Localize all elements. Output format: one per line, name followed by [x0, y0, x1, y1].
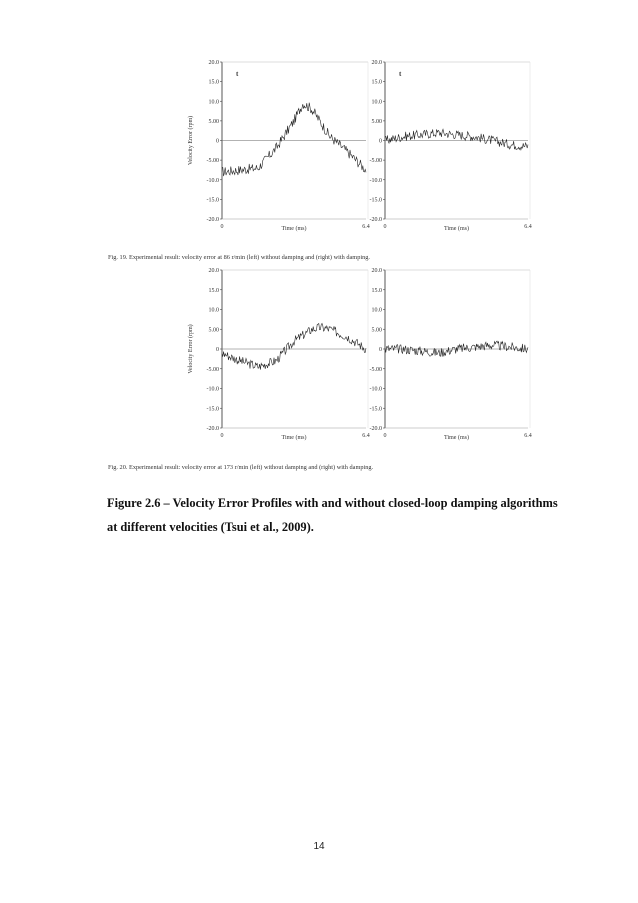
y-tick-label: 10.0: [371, 99, 382, 106]
figure-caption-line-1: Figure 2.6 – Velocity Error Profiles with and without closed-loop damping algorithms: [107, 496, 558, 510]
y-tick-label: -10.0: [369, 177, 382, 184]
fig20-caption: Fig. 20. Experimental result: velocity error at 173 r/min (left) without damping and (right) with damping.: [108, 464, 374, 471]
x-tick-label: 6.4: [524, 224, 532, 230]
y-axis-label: Velocity Error (rpm): [188, 324, 194, 374]
page-number: 14: [313, 841, 325, 852]
y-tick-label: 5.00: [208, 327, 219, 334]
y-tick-label: 0: [379, 347, 382, 353]
series-line: [222, 323, 366, 369]
y-tick-label: 15.0: [371, 287, 382, 294]
y-tick-label: -10.0: [206, 177, 219, 184]
y-tick-label: 5.00: [371, 118, 382, 125]
series-line: [222, 103, 366, 176]
x-tick-label: 0: [383, 433, 387, 439]
y-tick-label: 15.0: [208, 287, 219, 294]
y-tick-label: 20.0: [371, 268, 382, 274]
y-tick-label: -20.0: [206, 217, 219, 223]
y-tick-label: -20.0: [206, 426, 219, 432]
y-tick-label: 15.0: [371, 79, 382, 86]
y-tick-label: -5.00: [369, 366, 382, 373]
figure-caption-line-2: at different velocities (Tsui et al., 2009).: [107, 520, 314, 534]
y-tick-label: 20.0: [371, 60, 382, 66]
x-tick-label: 0: [220, 224, 224, 230]
y-tick-label: -15.0: [369, 197, 382, 204]
y-tick-label: 5.00: [208, 118, 219, 125]
x-tick-label: 6.4: [362, 433, 370, 439]
x-axis-label: Time (ms): [281, 226, 307, 232]
y-tick-label: 10.0: [371, 307, 382, 314]
y-tick-label: 10.0: [208, 99, 219, 106]
x-axis-label: Time (ms): [444, 435, 469, 441]
y-tick-label: -20.0: [369, 217, 382, 223]
y-tick-label: -15.0: [206, 406, 219, 413]
y-tick-label: 10.0: [208, 307, 219, 314]
y-tick-label: 20.0: [208, 60, 219, 66]
y-tick-label: 5.00: [371, 327, 382, 334]
y-axis-label: Velocity Error (rpm): [188, 115, 194, 166]
y-tick-label: -5.00: [206, 158, 219, 165]
x-tick-label: 0: [383, 224, 387, 230]
y-tick-label: -15.0: [369, 406, 382, 413]
y-tick-label: -20.0: [369, 426, 382, 432]
panel-marker: t: [236, 70, 239, 78]
y-tick-label: -5.00: [369, 158, 382, 165]
y-tick-label: 0: [379, 138, 382, 145]
y-tick-label: 0: [216, 347, 219, 353]
y-tick-label: -5.00: [206, 366, 219, 373]
fig19-caption: Fig. 19. Experimental result: velocity error at 86 r/min (left) without damping and (right) with damping.: [108, 254, 370, 261]
x-tick-label: 6.4: [362, 224, 370, 230]
x-axis-label: Time (ms): [444, 226, 469, 232]
y-tick-label: -15.0: [206, 197, 219, 204]
y-tick-label: -10.0: [369, 386, 382, 393]
y-tick-label: -10.0: [206, 386, 219, 393]
x-tick-label: 6.4: [524, 433, 532, 439]
x-axis-label: Time (ms): [281, 435, 307, 441]
panel-marker: t: [399, 70, 402, 78]
series-line: [385, 129, 528, 150]
y-tick-label: 0: [216, 138, 219, 145]
y-tick-label: 20.0: [208, 268, 219, 274]
y-tick-label: 15.0: [208, 79, 219, 86]
x-tick-label: 0: [220, 433, 224, 439]
